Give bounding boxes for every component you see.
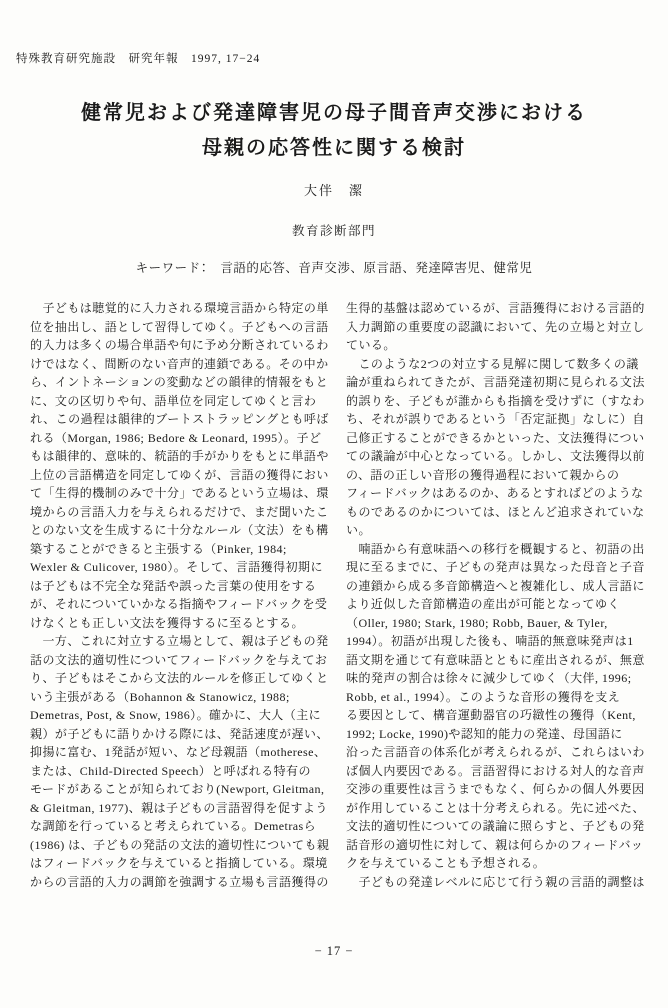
paper-title-line-2: 母親の応答性に関する検討 bbox=[202, 137, 466, 159]
text-line: が、それについていかなる指摘やフィードバックを受 bbox=[30, 597, 328, 611]
text-line: 語文期を通じて有意味語とともに産出されるが、無意 bbox=[346, 652, 645, 667]
text-line: 生得的基盤は認めているが、言語獲得における言語的 bbox=[346, 301, 645, 315]
text-line: に、文の区切りや句、語単位を同定してゆくと言わ bbox=[30, 393, 317, 408]
text-line: て「生得的機制のみで十分」であるという立場は、環 bbox=[30, 486, 329, 500]
text-line: 位を抽出し、語として習得してゆく。子どもへの言語 bbox=[30, 319, 329, 334]
text-line: い。 bbox=[346, 523, 371, 537]
text-line: & Gleitman, 1977)、親は子どもの言語習得を促すよう bbox=[30, 800, 328, 815]
text-line: はフィードバックを与えていると指摘している。環境 bbox=[30, 856, 328, 870]
text-line: または、Child-Directed Speech）と呼ばれる特有の bbox=[30, 763, 311, 778]
text-line: る要因として、構音運動器官の巧緻性の獲得（Kent, bbox=[346, 708, 636, 722]
text-line: (1986) は、子どもの発話の文法的適切性についても親 bbox=[30, 837, 330, 852]
text-line: 親）が子どもに語りかける際には、発話速度が遅い、 bbox=[30, 726, 329, 741]
text-line: の、語の正しい音形の獲得過程において親からの bbox=[346, 467, 620, 482]
text-line: は子どもは不完全な発話や誤った言葉の使用をする bbox=[30, 578, 317, 593]
text-line: 論が重ねられてきたが、言語発達初期に見られる文法 bbox=[346, 375, 645, 389]
text-line: り、子どもはそこから文法的ルールを修正してゆくと bbox=[30, 671, 329, 685]
text-line: 子どもの発達レベルに応じて行う親の言語的調整は bbox=[346, 874, 645, 889]
page-number: − 17 − bbox=[314, 944, 354, 958]
keywords-line: キーワード： 言語的応答、音声交渉、原言語、発達障害児、健常児 bbox=[135, 261, 533, 275]
text-line: モードがあることが知られており(Newport, Gleitman, bbox=[30, 782, 325, 796]
text-line: ち、それが誤りであるという「否定証拠」なしに）自 bbox=[346, 412, 645, 426]
right-column bbox=[346, 299, 652, 891]
text-line: とのない文を生成するに十分なルール（文法）をも構 bbox=[30, 523, 329, 537]
author-affiliation: 教育診断部門 bbox=[291, 224, 376, 238]
text-line: 子どもは聴覚的に入力される環境言語から特定の単 bbox=[30, 301, 329, 315]
text-line: 味的発声の割合は徐々に減少してゆく（大伴, 1996; bbox=[346, 671, 632, 685]
text-line: いう主張がある（Bohannon & Stanowicz, 1988; bbox=[30, 689, 290, 704]
left-column bbox=[30, 299, 336, 891]
text-line: 話音形の適切性に対して、親は何らかのフィードバッ bbox=[346, 837, 644, 852]
text-line: 1994）。初語が出現した後も、喃語的無意味発声は1 bbox=[346, 634, 634, 648]
text-line: 抑揚に富む、1発話が短い、など母親語（motherese、 bbox=[30, 745, 327, 759]
text-line: 交渉の重要性は言うまでもなく、何らかの個人外要因 bbox=[346, 782, 645, 796]
text-line: ば個人内要因である。言語習得における対人的な音声 bbox=[346, 763, 645, 778]
text-line: けではなく、間断のない音声的連鎖である。その中か bbox=[30, 356, 329, 371]
text-line: 一方、これに対立する立場として、親は子どもの発 bbox=[30, 634, 329, 648]
text-line: 的入力は多くの場合単語や句に予め分断されているわ bbox=[30, 338, 329, 352]
journal-header: 特殊教育研究施設 研究年報 1997, 17−24 bbox=[16, 53, 261, 65]
text-line: 沿った言語音の体系化が考えられるが、これらはいわ bbox=[346, 745, 645, 759]
paper-title bbox=[0, 96, 668, 166]
text-line: 的誤りを、子どもが誰からも指摘を受けずに（すなわ bbox=[346, 393, 645, 408]
text-line: Wexler & Culicover, 1980）。そして、言語獲得初期に bbox=[30, 560, 323, 574]
text-line: Demetras, Post, & Snow, 1986）。確かに、大人（主に bbox=[30, 708, 322, 722]
text-line: 文法的適切性についての議論に照らすと、子どもの発 bbox=[346, 819, 645, 833]
text-line: れる（Morgan, 1986; Bedore & Leonard, 1995）。子ど bbox=[30, 430, 322, 445]
text-line: ら、イントネーションの変動などの韻律的情報をもと bbox=[30, 375, 329, 389]
text-line: な調節を行っていると考えられている。Demetrasら bbox=[30, 819, 317, 833]
text-line: もは韻律的、意味的、統語的手がかりをもとに単語や bbox=[30, 449, 329, 463]
text-line: が作用していることは十分考えられる。先に述べた、 bbox=[346, 800, 645, 815]
text-line: 築することができると主張する（Pinker, 1984; bbox=[30, 541, 287, 556]
text-line: 上位の言語構造を同定してゆくが、言語の獲得におい bbox=[30, 467, 329, 482]
text-line: Robb, et al., 1994）。このような音形の獲得を支え bbox=[346, 689, 621, 704]
text-line: ものであるのかについては、ほとんど追求されていな bbox=[346, 504, 645, 519]
text-line: 現に至るまでに、子どもの発声は異なった母音と子音 bbox=[346, 560, 645, 574]
paper-title-line-1: 健常児および発達障害児の母子間音声交渉における bbox=[81, 102, 587, 124]
text-line: 己修正することができるかといった、文法獲得につい bbox=[346, 430, 645, 445]
author-name: 大伴 潔 bbox=[303, 183, 364, 198]
text-line: 話の文法的適切性についてフィードバックを与えてお bbox=[30, 652, 328, 667]
text-line: フィードバックはあるのか、あるとすればどのような bbox=[346, 486, 644, 500]
text-line: 喃語から有意味語への移行を概観すると、初語の出 bbox=[346, 541, 645, 556]
text-line: 境からの言語入力を与えられるだけで、まだ聞いたこ bbox=[30, 504, 329, 519]
text-line: より近似した音節構造の産出が可能となってゆく bbox=[346, 597, 620, 611]
text-line: クを与えていることも予想される。 bbox=[346, 856, 546, 870]
text-line: このような2つの対立する見解に関して数多くの議 bbox=[346, 356, 639, 371]
text-line: からの言語的入力の調節を強調する立場も言語獲得の bbox=[30, 874, 329, 889]
text-line: （Oller, 1980; Stark, 1980; Robb, Bauer, & Tyler, bbox=[346, 615, 608, 630]
text-line: ての議論が中心となっている。しかし、文法獲得以前 bbox=[346, 449, 645, 463]
text-line: れ、この過程は韻律的ブートストラッピングとも呼ば bbox=[30, 412, 329, 426]
text-line: けなくとも正しい文法を獲得するに至るとする。 bbox=[30, 615, 304, 630]
text-line: の連鎖から成る多音節構造へと複雑化し、成人言語に bbox=[346, 578, 645, 593]
text-line: 入力調節の重要度の認識において、先の立場と対立し bbox=[346, 319, 645, 334]
text-line: 1992; Locke, 1990)や認知的能力の発達、母国語に bbox=[346, 726, 623, 741]
body-text bbox=[30, 299, 652, 891]
text-line: ている。 bbox=[346, 338, 396, 352]
